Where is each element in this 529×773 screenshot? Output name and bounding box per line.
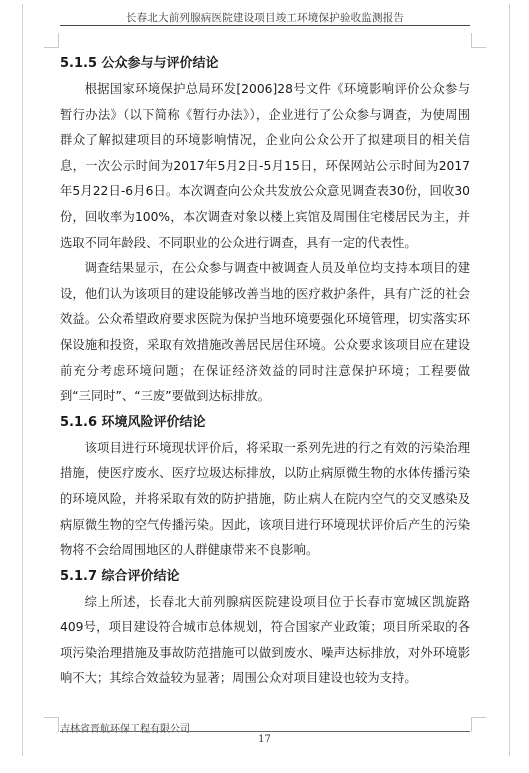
paragraph-overall-conclusion: 综上所述，长春北大前列腺病医院建设项目位于长春市宽城区凯旋路409号，项目建设符合城市总体规划，符合国家产业政策；项目所采取的各项污染治理措施及事故防范措施可以做到废水、噪声达标排放，对外环境影响不大；其综合效益较为显著；周围公众对项目建设也较为支持。 <box>60 594 470 686</box>
paragraph-public-participation-1: 根据国家环境保护总局环发[2006]28号文件《环境影响评价公众参与暂行办法》（以下简称《暂行办法》），企业进行了公众参与调查，为使周围群众了解拟建项目的环境影响情况，企业向公众公开了拟建项目的相关信息，一次公示时间为2017年5月2日-5月15日，环保网站公示时间为2017年5月22日-6月6日。本次调查向公众共发放公众意见调查表30份，回收30份，回收率为100%，本次调查对象以楼上宾馆及周围住宅楼居民为主，并选取不同年龄段、不同职业的公众进行调查，具有一定的代表性。 <box>60 82 470 250</box>
crop-mark-top-right <box>471 33 486 48</box>
section-heading-environmental-risk: 5.1.6 环境风险评价结论 <box>60 414 206 430</box>
footer-rule <box>60 731 470 732</box>
document-body <box>60 51 470 692</box>
paragraph-environmental-risk: 该项目进行环境现状评价后，将采取一系列先进的行之有效的污染治理措施，使医疗废水、医疗垃圾达标排放，以防止病原微生物的水体传播污染的环境风险，并将采取有效的防护措施，防止病人在院内空气的交叉感染及病原微生物的空气传播污染。因此，该项目进行环境现状评价后产生的污染物将不会给周围地区的人群健康带来不良影响。 <box>60 440 470 558</box>
page-number: 17 <box>258 734 271 745</box>
crop-mark-bottom-right <box>471 717 486 732</box>
header-rule <box>60 25 470 26</box>
paragraph-public-participation-2: 调查结果显示，在公众参与调查中被调查人员及单位均支持本项目的建设，他们认为该项目的建设能够改善当地的医疗救护条件，具有广泛的社会效益。公众希望政府要求医院为保护当地环境要强化环境管理，切实落实环保设施和投资，采取有效措施改善居民居住环境。公众要求该项目应在建设前充分考虑环境问题；在保证经济效益的同时注意保护环境；工程要做到“三同时”、“三废”要做到达标排放。 <box>60 261 470 404</box>
crop-mark-bottom-left <box>44 717 59 732</box>
page-header: 长春北大前列腺病医院建设项目竣工环境保护验收监测报告 <box>125 12 405 24</box>
footer-company: 吉林省晋航环保工程有限公司 <box>60 724 190 735</box>
crop-mark-top-left <box>44 33 59 48</box>
section-heading-overall-conclusion: 5.1.7 综合评价结论 <box>60 568 180 584</box>
section-heading-public-participation: 5.1.5 公众参与与评价结论 <box>60 56 219 71</box>
